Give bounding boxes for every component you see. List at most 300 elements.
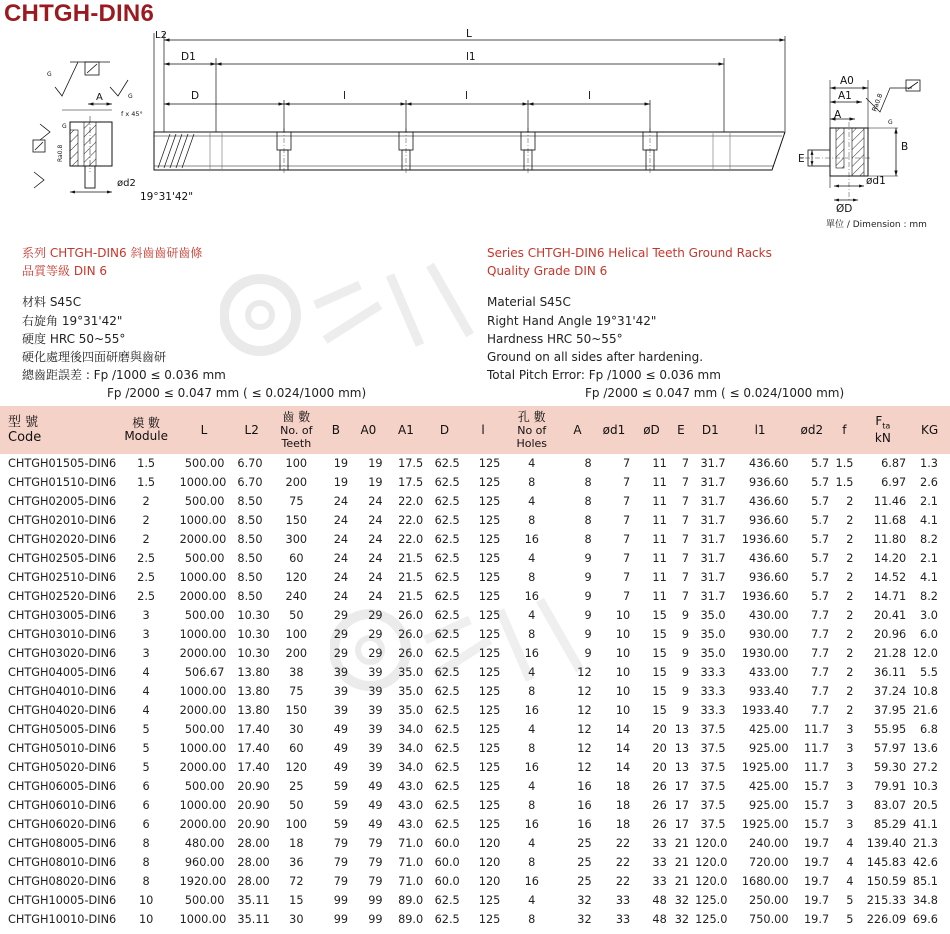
cell-a0: 39 [368,742,383,755]
cell-length: 500.00 [184,894,225,907]
cell-kg: 4.1 [920,514,938,527]
cell-holes: 4 [528,552,536,565]
cell-e: 13 [674,742,690,755]
cell-f: 3 [846,818,854,831]
cell-phi-d: 20 [652,742,667,755]
cell-a0: 79 [368,856,383,869]
cell-length: 1000.00 [179,514,227,527]
surface-g-label-3: G [62,123,67,130]
cell-l1: 936.60 [749,571,789,584]
cell-pitch: 120 [478,856,501,869]
table-row [0,473,950,492]
cell-b: 19 [333,457,349,470]
cell-fta: 37.95 [873,704,907,717]
cell-teeth: 200 [285,476,308,489]
cell-d1: 31.7 [700,552,726,565]
cell-fta: 6.97 [881,476,907,489]
cell-l1: 936.60 [749,476,789,489]
cell-f: 2 [846,628,854,641]
cell-kg: 41.1 [912,818,938,831]
rack-technical-drawing [0,22,950,232]
cell-a: 9 [584,647,592,660]
cell-holes: 8 [528,856,536,869]
cell-kg: 69.6 [912,913,938,926]
cell-l2: 8.50 [237,533,263,546]
cell-a0: 99 [368,913,383,926]
cell-d1: 31.7 [700,514,726,527]
main-rack-view [154,28,785,174]
unit-note: 單位 / Dimension : mm [826,220,927,230]
dim-a0: A0 [840,75,854,87]
cell-fta: 226.09 [866,913,907,926]
cell-b: 24 [333,495,349,508]
cell-a0: 39 [368,761,383,774]
cell-pitch: 125 [478,799,501,812]
cell-l2: 10.30 [237,609,270,622]
cell-a: 25 [577,875,592,888]
cell-fta: 57.97 [873,742,907,755]
cell-f: 2 [846,666,854,679]
cell-length: 1000.00 [179,628,227,641]
cell-kg: 10.3 [912,780,938,793]
cell-d1-small: 7 [623,552,631,565]
surface-g-label-2: G [128,93,133,100]
cell-b: 79 [333,856,349,869]
cell-phi-d: 15 [652,685,667,698]
header-a: A [573,422,582,437]
cell-e: 32 [674,913,690,926]
cell-code: CHTGH10005-DIN6 [8,894,117,907]
cell-a: 16 [577,780,592,793]
cell-module: 5 [142,742,150,755]
cell-d: 60.0 [434,856,460,869]
cell-fta: 14.52 [873,571,907,584]
cell-a0: 39 [368,704,383,717]
cell-pitch: 125 [478,647,501,660]
header-teeth: 齒 數 No. of Teeth [280,409,313,450]
cell-e: 32 [674,894,690,907]
cell-f: 3 [846,723,854,736]
cell-module: 8 [142,856,150,869]
cell-d: 62.5 [434,552,460,565]
cell-length: 1000.00 [179,799,227,812]
cell-pitch: 125 [478,818,501,831]
cell-d: 62.5 [434,685,460,698]
cell-holes: 4 [528,894,536,907]
cell-d2: 7.7 [811,704,830,717]
dim-d1-right: ød1 [866,175,886,187]
cell-a1: 43.0 [398,799,424,812]
cell-a: 12 [577,704,592,717]
cell-code: CHTGH08005-DIN6 [8,837,117,850]
cell-module: 8 [142,875,150,888]
cell-d: 62.5 [434,590,460,603]
cell-f: 2 [846,514,854,527]
dim-a-left: A [96,92,103,103]
cell-teeth: 150 [285,704,308,717]
cell-holes: 8 [528,476,536,489]
cell-f: 1.5 [835,457,854,470]
cell-e: 9 [681,685,690,698]
pitch-error-en-2: Fp /2000 ≤ 0.047 mm ( ≤ 0.024/1000 mm) [585,386,845,401]
cell-module: 1.5 [137,476,156,489]
table-row [0,891,950,910]
header-l: L [200,422,208,437]
cell-kg: 21.3 [912,837,938,850]
table-row [0,530,950,549]
cell-length: 1000.00 [179,742,227,755]
cell-phi-d: 11 [652,457,667,470]
cell-phi-d: 20 [652,723,667,736]
cell-l1: 925.00 [749,799,789,812]
cell-d2: 5.7 [811,552,830,565]
cell-d1-small: 7 [623,571,631,584]
cell-d1: 37.5 [700,780,726,793]
cell-pitch: 125 [478,742,501,755]
info-english [487,244,937,403]
cell-a0: 24 [368,552,383,565]
material-en: Material S45C [487,295,571,310]
cell-kg: 6.8 [920,723,938,736]
angle-en: Right Hand Angle 19°31'42" [487,313,657,328]
cell-e: 7 [681,590,690,603]
cell-a: 9 [584,628,592,641]
cell-a1: 22.0 [398,533,424,546]
cell-a1: 43.0 [398,780,424,793]
cell-b: 29 [333,647,349,660]
cell-module: 5 [142,761,150,774]
angle-zh: 右旋角 19°31'42" [22,313,123,328]
cell-pitch: 125 [478,590,501,603]
cell-a: 16 [577,818,592,831]
cell-phi-d: 11 [652,571,667,584]
cell-b: 24 [333,514,349,527]
cell-a: 8 [584,514,592,527]
cell-teeth: 240 [285,590,308,603]
cell-length: 2000.00 [179,647,227,660]
cell-length: 480.00 [184,837,225,850]
cell-code: CHTGH01510-DIN6 [8,476,117,489]
cell-module: 4 [142,666,150,679]
cell-d1: 35.0 [700,628,726,641]
cell-holes: 4 [528,609,536,622]
cell-a1: 21.5 [398,552,424,565]
cell-d1: 33.3 [700,666,726,679]
cell-f: 2 [846,533,854,546]
cell-phi-d: 33 [652,875,667,888]
cell-teeth: 120 [285,571,308,584]
cell-a: 12 [577,723,592,736]
cell-length: 500.00 [184,457,225,470]
cell-module: 2 [142,514,150,527]
cell-holes: 4 [528,723,536,736]
cell-teeth: 38 [289,666,304,679]
cell-a0: 49 [368,780,383,793]
cell-l2: 8.50 [237,571,263,584]
cell-phi-d: 11 [652,552,667,565]
cell-l1: 936.60 [749,514,789,527]
cell-d: 62.5 [434,647,460,660]
cell-d: 62.5 [434,761,460,774]
dim-phi-d: ØD [836,203,853,215]
cell-a: 9 [584,590,592,603]
cell-b: 59 [333,780,349,793]
cell-holes: 8 [528,913,536,926]
cell-a0: 99 [368,894,383,907]
cell-module: 2 [142,495,150,508]
cell-b: 99 [333,894,349,907]
cell-d1-small: 18 [615,780,631,793]
cell-holes: 8 [528,628,536,641]
cell-b: 99 [333,913,349,926]
cell-d1: 37.5 [700,799,726,812]
cell-module: 8 [142,837,150,850]
cell-l1: 436.60 [749,495,789,508]
cell-l2: 35.11 [237,894,270,907]
cell-fta: 79.91 [873,780,907,793]
cell-d2: 19.7 [803,894,830,907]
cell-module: 10 [138,913,154,926]
cell-teeth: 150 [285,514,308,527]
cell-phi-d: 11 [652,495,667,508]
cell-a0: 49 [368,799,383,812]
cell-fta: 215.33 [866,894,907,907]
cell-d1-small: 22 [615,875,631,888]
cell-pitch: 120 [478,875,501,888]
cell-d1: 31.7 [700,590,726,603]
table-row [0,663,950,682]
cell-holes: 8 [528,514,536,527]
cell-fta: 83.07 [873,799,907,812]
dim-d2: ød2 [117,178,136,189]
cell-length: 2000.00 [179,704,227,717]
cell-d1-small: 10 [615,685,631,698]
cell-pitch: 125 [478,685,501,698]
table-row [0,682,950,701]
cell-d1-small: 7 [623,590,631,603]
cell-l2: 28.00 [237,875,270,888]
cell-length: 1000.00 [179,685,227,698]
cell-l1: 1933.40 [741,704,789,717]
cell-l2: 20.90 [237,780,270,793]
cell-teeth: 30 [289,723,304,736]
cell-kg: 20.5 [912,799,938,812]
series-zh: 系列 CHTGH-DIN6 斜齒齒研齒條 [22,246,203,260]
cell-l1: 925.00 [749,742,789,755]
table-body [0,454,950,929]
cell-module: 4 [142,685,150,698]
cell-l1: 933.40 [749,685,789,698]
cell-d1: 31.7 [700,533,726,546]
cell-a: 32 [577,894,592,907]
cell-a: 12 [577,685,592,698]
cell-a1: 26.0 [398,628,424,641]
cell-phi-d: 26 [652,780,667,793]
cell-l2: 13.80 [237,704,270,717]
cell-l2: 28.00 [237,856,270,869]
cell-b: 24 [333,590,349,603]
cell-d1-small: 7 [623,514,631,527]
cell-a0: 29 [368,647,383,660]
cell-d1-small: 18 [615,799,631,812]
cell-d1: 125.0 [695,894,728,907]
cell-e: 13 [674,761,690,774]
cell-d1-small: 10 [615,647,631,660]
cell-l1: 430.00 [749,609,789,622]
header-kg: KG [921,422,939,437]
cell-pitch: 125 [478,780,501,793]
cell-teeth: 100 [285,457,308,470]
cell-d2: 5.7 [811,495,830,508]
cell-code: CHTGH08010-DIN6 [8,856,117,869]
cell-f: 3 [846,761,854,774]
cell-d1-small: 10 [615,666,631,679]
cell-holes: 4 [528,780,536,793]
cell-l2: 10.30 [237,628,270,641]
table-row [0,910,950,929]
cell-l2: 8.50 [237,590,263,603]
cell-d2: 11.7 [803,723,830,736]
cell-module: 10 [138,894,154,907]
cell-a0: 39 [368,685,383,698]
cell-d1: 37.5 [700,742,726,755]
cell-kg: 5.5 [920,666,938,679]
cell-phi-d: 33 [652,837,667,850]
cell-a: 8 [584,476,592,489]
cell-phi-d: 15 [652,704,667,717]
cell-d2: 5.7 [811,590,830,603]
cell-d1: 31.7 [700,495,726,508]
cell-a1: 35.0 [398,704,424,717]
info-chinese [22,244,462,403]
cell-a1: 21.5 [398,590,424,603]
header-d2: ød2 [800,422,824,437]
cell-module: 2.5 [137,552,156,565]
cell-pitch: 125 [478,761,501,774]
cell-d: 62.5 [434,913,460,926]
cell-phi-d: 15 [652,628,667,641]
cell-d1: 37.5 [700,761,726,774]
cell-module: 6 [142,818,150,831]
cell-a: 8 [584,533,592,546]
cell-d: 60.0 [434,875,460,888]
cell-e: 7 [681,457,690,470]
cell-a1: 35.0 [398,666,424,679]
table-row [0,549,950,568]
cell-f: 3 [846,780,854,793]
cell-d2: 7.7 [811,666,830,679]
cell-a: 9 [584,552,592,565]
cell-d2: 15.7 [803,780,830,793]
cell-b: 49 [333,742,349,755]
cell-b: 29 [333,609,349,622]
cell-teeth: 60 [289,552,304,565]
helix-angle: 19°31'42" [140,191,194,203]
cell-fta: 20.41 [873,609,907,622]
cell-a: 25 [577,856,592,869]
cell-e: 9 [681,666,690,679]
cell-length: 1000.00 [179,913,227,926]
roughness-left: Ra0.8 [57,144,64,162]
cell-f: 2 [846,571,854,584]
cell-d: 62.5 [434,628,460,641]
cell-l1: 930.00 [749,628,789,641]
cell-l1: 425.00 [749,780,789,793]
cell-teeth: 75 [289,495,304,508]
header-holes: 孔 數 No of Holes [516,409,548,450]
cell-f: 1.5 [835,476,854,489]
cell-length: 2000.00 [179,761,227,774]
cell-code: CHTGH06010-DIN6 [8,799,117,812]
cell-kg: 4.1 [920,571,938,584]
cell-l2: 8.50 [237,495,263,508]
cell-phi-d: 11 [652,590,667,603]
process-zh: 硬化處理後四面研磨與齒研 [22,350,167,365]
cell-a0: 24 [368,571,383,584]
cell-e: 9 [681,609,690,622]
cell-teeth: 200 [285,647,308,660]
cell-kg: 12.0 [912,647,938,660]
cell-holes: 4 [528,457,536,470]
cell-e: 21 [674,875,690,888]
cell-b: 19 [333,476,349,489]
cell-module: 3 [142,609,150,622]
cell-d1: 120.0 [695,856,728,869]
cell-d: 62.5 [434,495,460,508]
cell-module: 3 [142,647,150,660]
cell-fta: 14.71 [873,590,907,603]
cell-d: 62.5 [434,723,460,736]
cell-l1: 720.00 [749,856,789,869]
cell-d2: 19.7 [803,837,830,850]
cell-phi-d: 11 [652,514,667,527]
cell-d: 62.5 [434,894,460,907]
cell-kg: 2.1 [920,552,938,565]
cell-d1-small: 7 [623,495,631,508]
cell-phi-d: 11 [652,533,667,546]
cell-a: 32 [577,913,592,926]
cell-phi-d: 26 [652,799,667,812]
cell-a1: 34.0 [398,761,424,774]
grade-zh: 品質等級 DIN 6 [22,264,108,279]
cell-code: CHTGH02510-DIN6 [8,571,117,584]
cell-d1: 120.0 [695,875,728,888]
cell-f: 2 [846,704,854,717]
cell-length: 960.00 [184,856,225,869]
cell-d1: 37.5 [700,723,726,736]
cell-d1: 31.7 [700,476,726,489]
cell-a1: 89.0 [398,894,424,907]
table-row [0,492,950,511]
cell-l2: 8.50 [237,552,263,565]
dim-a-right: A [834,109,842,121]
cell-e: 7 [681,495,690,508]
cell-code: CHTGH02505-DIN6 [8,552,117,565]
cell-f: 3 [846,742,854,755]
cell-l1: 750.00 [749,913,789,926]
cell-teeth: 75 [289,685,304,698]
cell-pitch: 125 [478,913,501,926]
cell-a0: 29 [368,628,383,641]
cell-b: 59 [333,818,349,831]
cell-fta: 85.29 [873,818,907,831]
cell-d1: 120.0 [695,837,728,850]
grade-en: Quality Grade DIN 6 [487,264,608,279]
cell-d1: 37.5 [700,818,726,831]
cell-l2: 17.40 [237,742,270,755]
cell-a: 8 [584,495,592,508]
header-a1: A1 [398,422,414,437]
